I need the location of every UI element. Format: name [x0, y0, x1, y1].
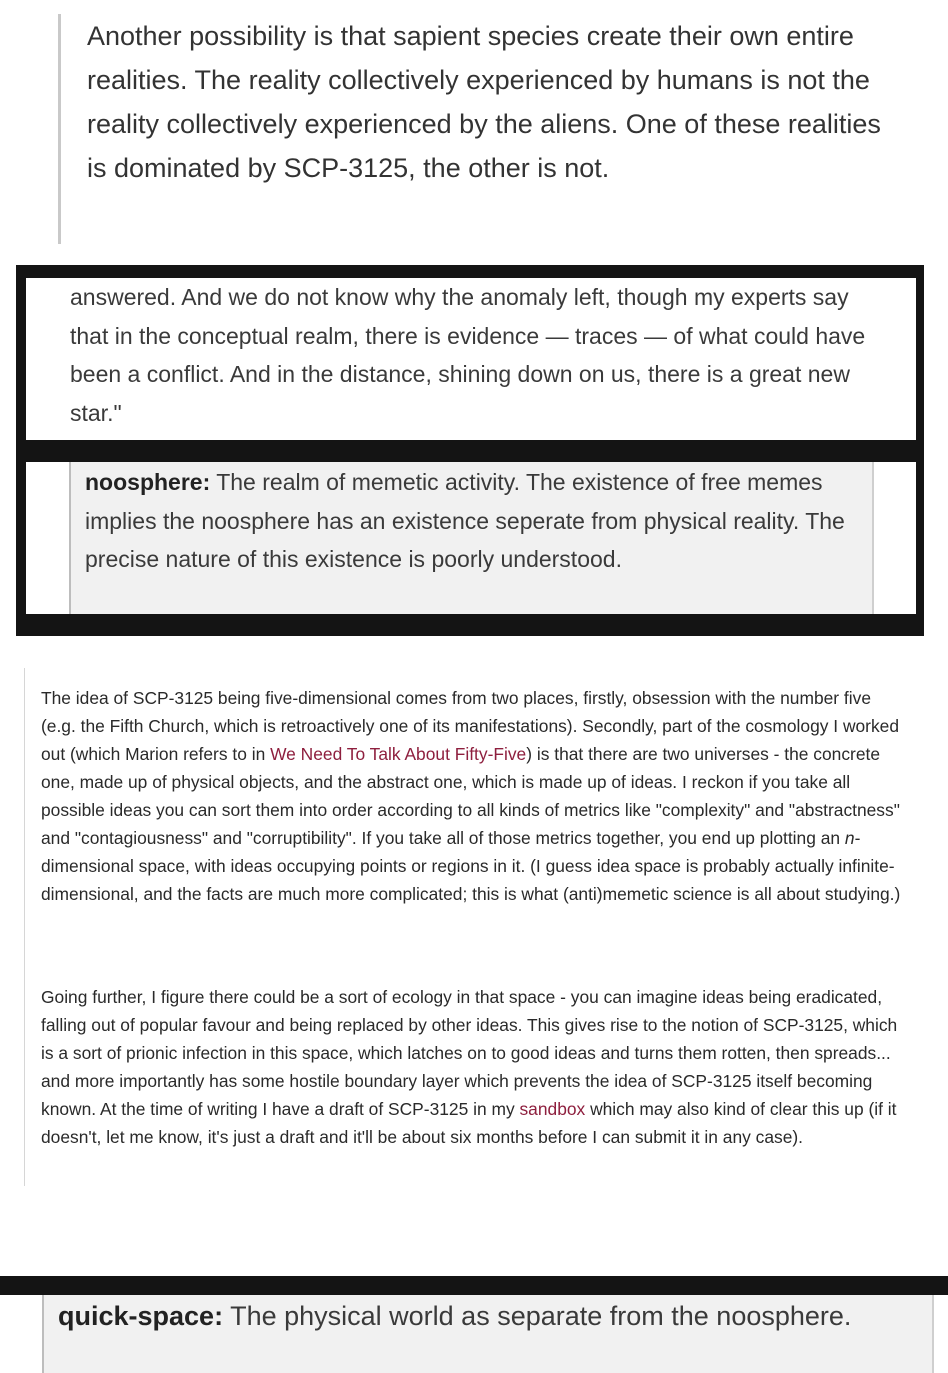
excerpt-answered-text: answered. And we do not know why the anomaly left, though my experts say that in the conceptual realm, there is evidence — traces — of what could have been a conflict. And in the distance, shining down on us, there is a great new star." [70, 284, 866, 426]
sandbox-link[interactable]: sandbox [519, 1099, 586, 1119]
excerpt-answered [26, 278, 916, 440]
commentary-paragraph-1 [41, 684, 909, 908]
commentary-text: ) is that there are two universes - the concrete one, made up of physical objects, and the abstract one, which is made up of ideas. I reckon if you take all possible ideas you can sort them into order according to all kinds of metrics like "complexity" and "abstractness" and "contagiousness" and "corruptibility". If you take all of those metrics together, you end up plotting an [41, 744, 900, 848]
definition-term: noosphere: [85, 469, 211, 495]
commentary-italic: n [844, 828, 855, 848]
commentary-text: which may also kind of clear this up (if it doesn't, let me know, it's just a draft and it'll be about six months before I can submit it in any case). [41, 1099, 897, 1147]
commentary-text: Going further, I figure there could be a sort of ecology in that space - you can imagine ideas being eradicated, falling out of popular favour and being replaced by other ideas. This gives rise to the notion of SCP-3125, which is a sort of prionic infection in this space, which latches on to good ideas and turns them rotten, then spreads... and more importantly has some hostile boundary layer which prevents the idea of SCP-3125 itself becoming known. At the time of writing I have a draft of SCP-3125 in my [41, 987, 898, 1119]
definition-noosphere-paragraph [85, 463, 865, 579]
fifty-five-link[interactable]: We Need To Talk About Fifty-Five [270, 744, 527, 764]
definition-text: The realm of memetic activity. The existence of free memes implies the noosphere has an existence seperate from physical reality. The precise nature of this existence is poorly understood. [85, 469, 845, 572]
blockquote-reality [58, 14, 911, 244]
author-commentary [24, 668, 915, 1186]
definition-text: The physical world as separate from the noosphere. [230, 1301, 852, 1331]
commentary-text: -dimensional space, with ideas occupying points or regions in it. (I guess idea space is probably actually infinite-dimensional, and the facts are much more complicated; this is what (anti)memetic science is all about studying.) [41, 828, 901, 904]
commentary-text: The idea of SCP-3125 being five-dimensional comes from two places, firstly, obsession with the number five (e.g. the Fifth Church, which is retroactively one of its manifestations). Secondly, part of the cosmology I worked out (which Marion refers to in [41, 688, 899, 764]
definition-quick-space [42, 1295, 934, 1373]
commentary-paragraph-2 [41, 983, 909, 1151]
definition-term: quick-space: [58, 1301, 224, 1331]
divider-bar [0, 1276, 948, 1295]
definition-quick-space-paragraph [58, 1295, 918, 1338]
definition-noosphere [69, 462, 874, 614]
blockquote-text: Another possibility is that sapient species create their own entire realities. The reality collectively experienced by humans is not the reality collectively experienced by the aliens. One of these realities is dominated by SCP-3125, the other is not. [87, 21, 881, 183]
